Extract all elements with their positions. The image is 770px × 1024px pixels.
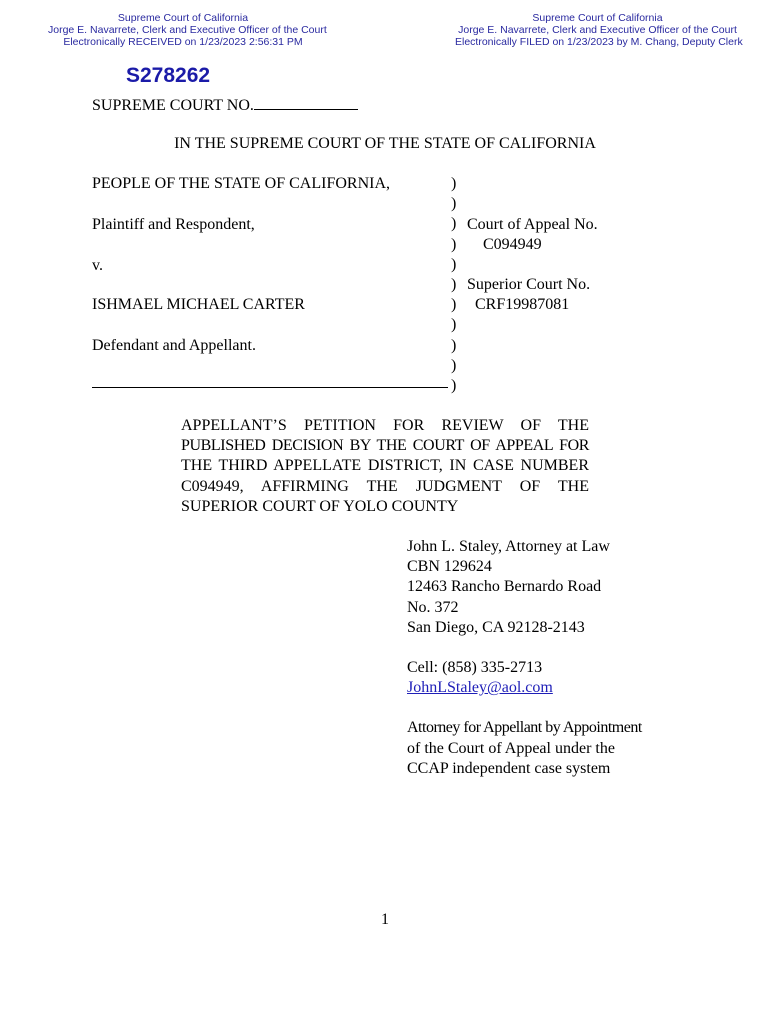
petition-line: APPELLANT’S PETITION FOR REVIEW OF THE (181, 417, 589, 434)
attorney-role-line2: of the Court of Appeal under the (407, 739, 615, 757)
caption-parens (451, 174, 456, 396)
paren: ) (451, 296, 457, 314)
spacer (407, 638, 642, 658)
supreme-court-no-blank (254, 96, 358, 110)
paren: ) (451, 316, 457, 334)
superior-court-label: Superior Court No. (467, 276, 591, 293)
attorney-email-link[interactable]: JohnLStaley@aol.com (407, 679, 553, 697)
received-stamp-datetime: Electronically RECEIVED on 1/23/2023 2:56:31 PM (63, 36, 303, 48)
paren: ) (451, 175, 457, 192)
paren: ) (451, 376, 457, 394)
court-title: IN THE SUPREME COURT OF THE STATE OF CALIFORNIA (174, 135, 596, 152)
plaintiff-name: PEOPLE OF THE STATE OF CALIFORNIA, (92, 175, 390, 192)
supreme-court-no (92, 96, 358, 115)
petition-line: SUPERIOR COURT OF YOLO COUNTY (181, 497, 459, 515)
paren: ) (451, 356, 457, 374)
received-stamp (48, 12, 327, 48)
attorney-block (407, 537, 642, 779)
page-number: 1 (381, 911, 389, 928)
paren: ) (451, 336, 457, 354)
filed-stamp-court: Supreme Court of California (532, 12, 663, 24)
attorney-role-line1: Attorney for Appellant by Appointment (407, 719, 642, 737)
attorney-cbn: CBN 129624 (407, 558, 492, 576)
filed-stamp-datetime: Electronically FILED on 1/23/2023 by M. Chang, Deputy Clerk (455, 36, 743, 48)
petition-line: C094949, AFFIRMING THE JUDGMENT OF THE (181, 477, 589, 495)
petition-line: THE THIRD APPELLATE DISTRICT, IN CASE NUMBER (181, 457, 589, 475)
filed-stamp-clerk: Jorge E. Navarrete, Clerk and Executive Officer of the Court (458, 24, 737, 36)
paren: ) (451, 195, 457, 213)
case-number: S278262 (126, 64, 211, 87)
paren: ) (451, 255, 457, 273)
plaintiff-role: Plaintiff and Respondent, (92, 216, 255, 233)
attorney-address-line1: 12463 Rancho Bernardo Road (407, 578, 602, 596)
filed-stamp (455, 12, 743, 48)
defendant-role: Defendant and Appellant. (92, 337, 256, 354)
caption-underline (92, 387, 448, 388)
paren: ) (451, 215, 457, 233)
attorney-role-line3: CCAP independent case system (407, 759, 611, 777)
superior-court-number: CRF19987081 (475, 296, 570, 313)
received-stamp-clerk: Jorge E. Navarrete, Clerk and Executive Officer of the Court (48, 24, 327, 36)
spacer (407, 698, 642, 718)
court-of-appeal-number: C094949 (483, 236, 542, 253)
attorney-address-line2: No. 372 (407, 598, 459, 616)
petition-title (181, 416, 589, 517)
attorney-cell: Cell: (858) 335-2713 (407, 659, 543, 677)
versus: v. (92, 257, 103, 274)
attorney-city: San Diego, CA 92128-2143 (407, 618, 585, 636)
defendant-name: ISHMAEL MICHAEL CARTER (92, 296, 305, 313)
received-stamp-court: Supreme Court of California (117, 12, 249, 24)
paren: ) (451, 275, 457, 293)
supreme-court-no-label: SUPREME COURT NO. (92, 97, 254, 114)
paren: ) (451, 235, 457, 253)
petition-line: PUBLISHED DECISION BY THE COURT OF APPEAL FOR (181, 437, 589, 455)
court-of-appeal-label: Court of Appeal No. (467, 216, 598, 233)
attorney-name: John L. Staley, Attorney at Law (407, 538, 610, 555)
